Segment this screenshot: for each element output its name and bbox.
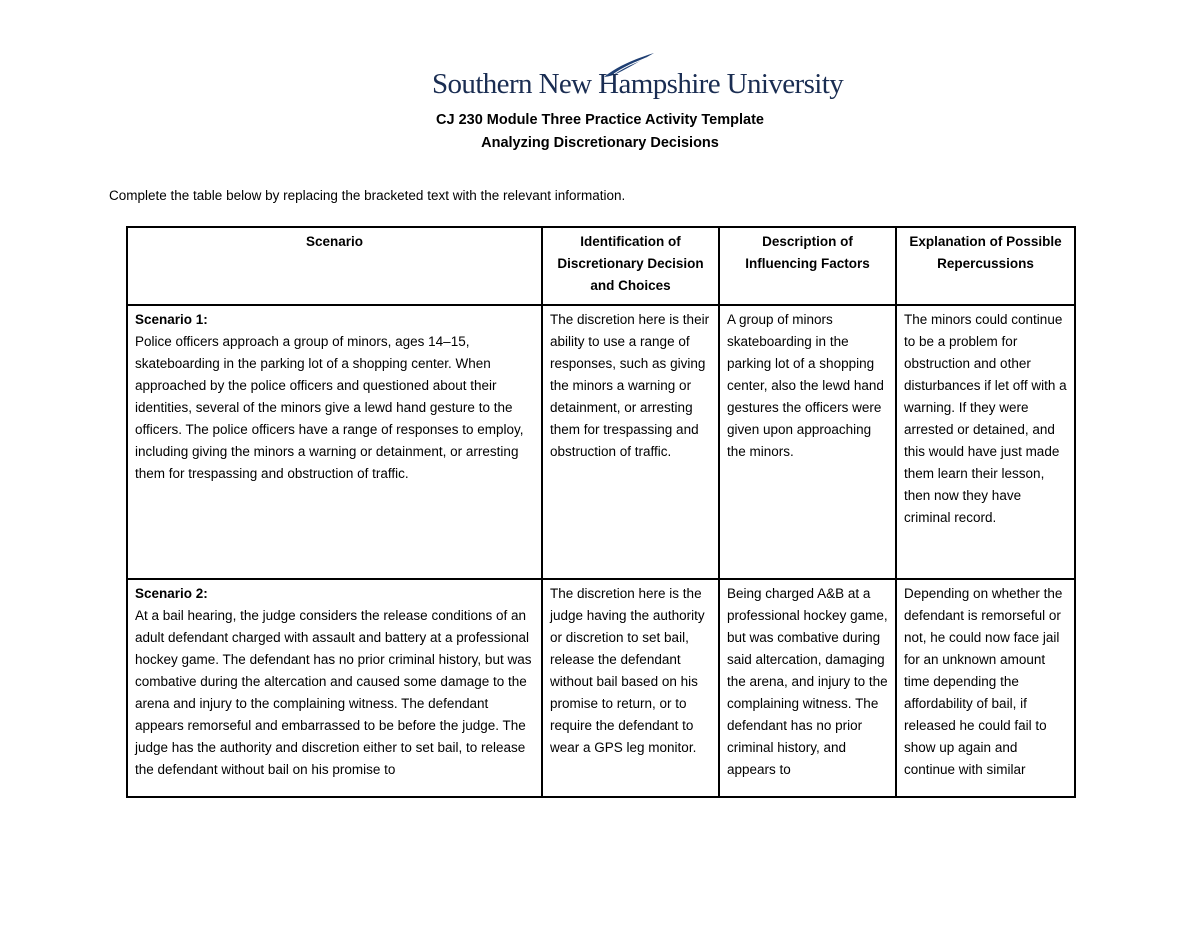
factors-cell: Being charged A&B at a professional hockey game, but was combative during said altercation, damaging the arena, and injury to the complaining witness. The defendant has no prior criminal history, and appears to — [719, 579, 896, 797]
identification-cell: The discretion here is their ability to use a range of responses, such as giving the minors a warning or detainment, or arresting them for trespassing and obstruction of traffic. — [542, 305, 719, 579]
scenario-cell — [127, 579, 542, 797]
scenario-title: Scenario 2: — [135, 586, 208, 601]
table-header-row — [127, 227, 1075, 305]
column-header-repercussions: Explanation of Possible Repercussions — [896, 227, 1075, 305]
university-logo — [432, 52, 844, 106]
table-row — [127, 305, 1075, 579]
repercussions-cell: The minors could continue to be a problem for obstruction and other disturbances if let off with a warning. If they were arrested or detained, and this would have just made them learn their lesson, then now they have criminal record. — [896, 305, 1075, 579]
identification-cell: The discretion here is the judge having the authority or discretion to set bail, release the defendant without bail based on his promise to return, or to require the defendant to wear a GPS leg monitor. — [542, 579, 719, 797]
scenario-title: Scenario 1: — [135, 312, 208, 327]
column-header-scenario: Scenario — [127, 227, 542, 305]
scenario-text: At a bail hearing, the judge considers the release conditions of an adult defendant charged with assault and battery at a professional hockey game. The defendant has no prior criminal history, but was combative during the altercation and caused some damage to the arena and injury to the complaining witness. The defendant appears remorseful and embarrassed to be before the judge. The judge has the authority and discretion either to set bail, to release the defendant without bail on his promise to — [135, 608, 532, 777]
scenario-text: Police officers approach a group of minors, ages 14–15, skateboarding in the parking lot of a shopping center. When approached by the police officers and questioned about their identities, several of the minors give a lewd hand gesture to the officers. The police officers have a range of responses to employ, including giving the minors a warning or detainment, or arresting them for trespassing and obstruction of traffic. — [135, 334, 524, 481]
column-header-factors: Description of Influencing Factors — [719, 227, 896, 305]
document-title: CJ 230 Module Three Practice Activity Template — [436, 112, 764, 128]
analysis-table — [126, 226, 1076, 798]
university-name: Southern New Hampshire University — [432, 68, 844, 100]
table-row — [127, 579, 1075, 797]
scenario-cell — [127, 305, 542, 579]
column-header-identification: Identification of Discretionary Decision and Choices — [542, 227, 719, 305]
instructions-text: Complete the table below by replacing the bracketed text with the relevant information. — [109, 188, 626, 203]
repercussions-cell: Depending on whether the defendant is remorseful or not, he could now face jail for an unknown amount time depending the affordability of bail, if released he could fail to show up again and continue with similar — [896, 579, 1075, 797]
document-subtitle: Analyzing Discretionary Decisions — [481, 135, 719, 151]
factors-cell: A group of minors skateboarding in the parking lot of a shopping center, also the lewd hand gestures the officers were given upon approaching the minors. — [719, 305, 896, 579]
